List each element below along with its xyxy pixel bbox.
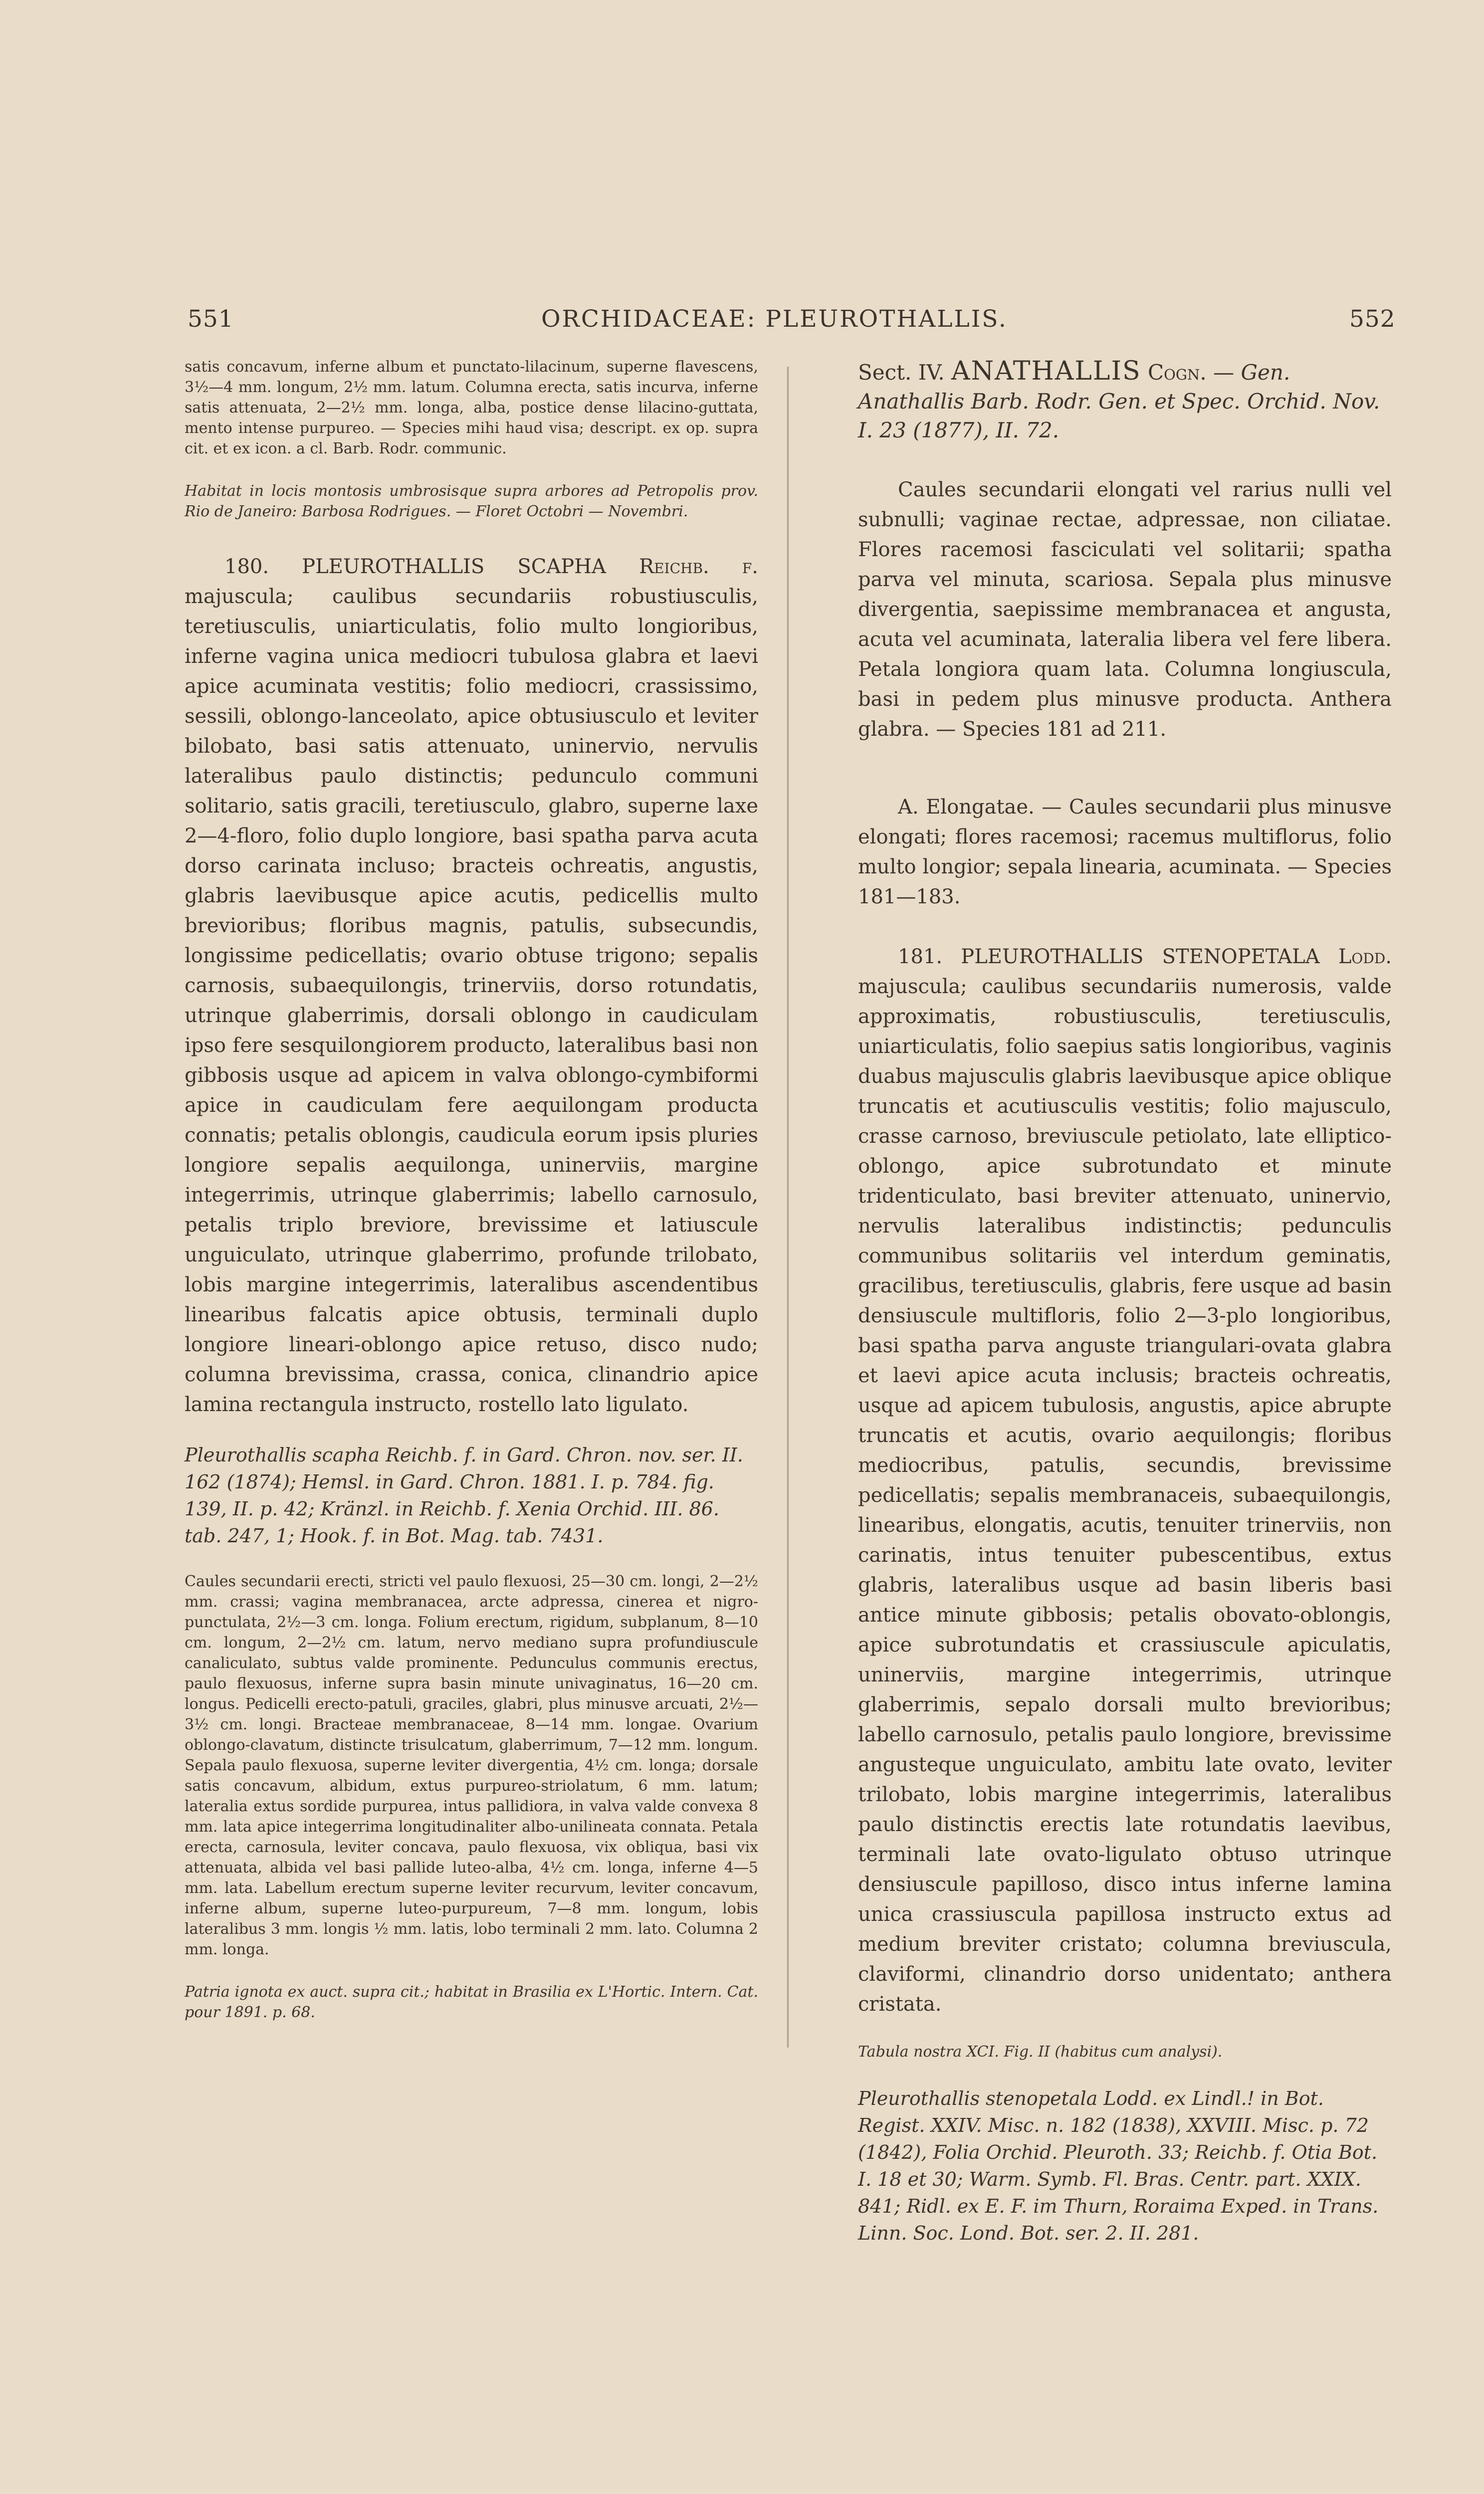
species-180-author: Reichb. f.	[639, 555, 758, 578]
section-description: Caules secundarii elongati vel rarius nulli vel subnulli; vaginae rectae, adpressae, non ciliatae. Flores racemosi fasciculati vel solitarii; spatha parva vel minuta, scariosa. Sepala plus minusve divergentia, saepissime membranacea et angusta, acuta vel acuminata, lateralia libera vel fere libera. Petala longiora quam lata. Columna longiuscula, basi in pedem plus minusve producta. Anthera glabra. — Species 181 ad 211.	[858, 478, 1392, 741]
species-181-text: majuscula; caulibus secundariis numerosis, valde approximatis, robustiusculis, teretiusculis, uniarticulatis, folio saepius satis longioribus, vaginis duabus majusculis glabris laevibusque apice oblique truncatis et acutiusculis vestitis; folio majusculo, crasse carnoso, breviuscule petiolato, late elliptico-oblongo, apice subrotundato et minute tridenticulato, basi breviter attenuato, uninervio, nervulis lateralibus indistinctis; pedunculis communibus solitariis vel interdum geminatis, gracilibus, teretiusculis, glabris, fere usque ad basin densiuscule multifloris, folio 2—3-plo longioribus, basi spatha parva anguste triangulari-ovata glabra et laevi apice acuta inclusis; bracteis ochreatis, usque ad apicem tubulosis, angustis, apice abrupte truncatis et acutis, ovario aequilongis; floribus mediocribus, patulis, secundis, brevissime pedicellatis; sepalis membranaceis, subaequilongis, linearibus, elongatis, acutis, tenuiter trinerviis, non carinatis, intus tenuiter pubescentibus, extus glabris, lateralibus usque ad basin liberis basi antice minute gibbosis; petalis obovato-oblongis, apice subrotundatis et crassiuscule apiculatis, uninerviis, margine integerrimis, utrinque glaberrimis, sepalo dorsali multo brevioribus; labello carnosulo, petalis paulo longiore, brevissime angusteque unguiculato, ambitu late ovato, leviter trilobato, lobis margine integerrimis, lateralibus paulo distinctis erectis late rotundatis laevibus, terminali late ovato-ligulato obtuso utrinque densiuscule papilloso, disco intus inferne lamina unica crassiuscula papillosa instructo extus ad medium breviter cristato; columna breviuscula, claviformi, clinandrio dorso unidentato; anthera cristata.	[858, 975, 1392, 2016]
plate-reference: Tabula nostra XCI. Fig. II (habitus cum analysi).	[858, 2043, 1223, 2061]
species-180-name: 180. PLEUROTHALLIS SCAPHA	[224, 555, 606, 578]
subsection-elongatae: A. Elongatae. — Caules secundarii plus minusve elongati; flores racemosi; racemus multiflorus, folio multo longior; sepala linearia, acuminata. — Species 181—183.	[858, 796, 1392, 908]
species-181-citation: Pleurothallis stenopetala Lodd. ex Lindl.! in Bot. Regist. XXIV. Misc. n. 182 (1838), XXVIII. Misc. p. 72 (1842), Folia Orchid. Pleuroth. 33; Reichb. f. Otia Bot. I. 18 et 30; Warm. Symb. Fl. Bras. Centr. part. XXIX. 841; Ridl. ex E. F. im Thurn, Roraima Exped. in Trans. Linn. Soc. Lond. Bot. ser. 2. II. 281.	[858, 2087, 1379, 2244]
page-number-left: 551	[188, 305, 234, 333]
species-180-notes: Caules secundarii erecti, stricti vel paulo flexuosi, 25—30 cm. longi, 2—2½ mm. crassi; vagina membranacea, arcte adpressa, cinerea et nigro-punctulata, 2½—3 cm. longa. Folium erectum, rigidum, subplanum, 8—10 cm. longum, 2—2½ cm. latum, nervo mediano supra profundiuscule canaliculato, subtus valde prominente. Pedunculus communis erectus, paulo flexuosus, inferne supra basin minute univaginatus, 16—20 cm. longus. Pedicelli erecto-patuli, graciles, glabri, plus minusve arcuati, 2½—3½ cm. longi. Bracteae membranaceae, 8—14 mm. longae. Ovarium oblongo-clavatum, distincte trisulcatum, glaberrimum, 7—12 mm. longum. Sepala paulo flexuosa, superne leviter divergentia, 4½ cm. longa; dorsale satis concavum, albidum, extus purpureo-striolatum, 6 mm. latum; lateralia extus sordide purpurea, intus pallidiora, in valva valde convexa 8 mm. lata apice integerrima longitudinaliter albo-unilineata connata. Petala erecta, carnosula, leviter concava, paulo flexuosa, vix obliqua, basi vix attenuata, albida vel basi pallide luteo-alba, 4½ cm. longa, inferne 4—5 mm. lata. Labellum erectum superne leviter recurvum, leviter concavum, inferne album, superne luteo-purpureum, 7—8 mm. longum, lobis lateralibus 3 mm. longis ½ mm. latis, lobo terminali 2 mm. lato. Columna 2 mm. longa.	[185, 1573, 758, 1958]
section-label: Sect. IV.	[858, 360, 945, 385]
running-title: ORCHIDACEAE: PLEUROTHALLIS.	[541, 305, 1008, 333]
habitat-179: Habitat in locis montosis umbrosisque supra arbores ad Petropolis prov. Rio de Janeiro: Barbosa Rodrigues. — Floret Octobri — Novembri.	[185, 482, 758, 520]
page-number-right: 552	[1349, 305, 1396, 333]
species-180-citation: Pleurothallis scapha Reichb. f. in Gard. Chron. nov. ser. II. 162 (1874); Hemsl. in Gard. Chron. 1881. I. p. 784. fig. 139, II. p. 42; Kränzl. in Reichb. f. Xenia Orchid. III. 86. tab. 247, 1; Hook. f. in Bot. Mag. tab. 7431.	[185, 1444, 743, 1547]
species-181-name: 181. PLEUROTHALLIS STENOPETALA	[898, 945, 1320, 968]
species-181-description	[858, 942, 1392, 2019]
continued-description: satis concavum, inferne album et punctato-lilacinum, superne flavescens, 3½—4 mm. longum, 2½ mm. latum. Columna erecta, satis incurva, inferne satis attenuata, 2—2½ mm. longa, alba, postice dense lilacino-guttata, mento intense purpureo. — Species mihi haud visa; descript. ex op. supra cit. et ex icon. a cl. Barb. Rodr. communic.	[185, 358, 758, 457]
section-author: Cogn.	[1147, 360, 1207, 385]
right-column	[858, 357, 1392, 2247]
left-column	[185, 357, 758, 2023]
section-reference: — Gen. Anathallis Barb. Rodr. Gen. et Spec. Orchid. Nov. I. 23 (1877), II. 72.	[858, 360, 1380, 442]
species-180-text: majuscula; caulibus secundariis robustiusculis, teretiusculis, uniarticulatis, folio multo longioribus, inferne vagina unica mediocri tubulosa glabra et laevi apice acuminata vestitis; folio mediocri, crassissimo, sessili, oblongo-lanceolato, apice obtusiusculo et leviter bilobato, basi satis attenuato, uninervio, nervulis lateralibus paulo distinctis; pedunculo communi solitario, satis gracili, teretiusculo, glabro, superne laxe 2—4-floro, folio duplo longiore, basi spatha parva acuta dorso carinata inclusо; bracteis ochreatis, angustis, glabris laevibusque apice acutis, pedicellis multo brevioribus; floribus magnis, patulis, subsecundis, longissime pedicellatis; ovario obtuse trigono; sepalis carnosis, subaequilongis, trinerviis, dorso rotundatis, utrinque glaberrimis, dorsali oblongo in caudiculam ipso fere sesquilongiorem producto, lateralibus basi non gibbosis usque ad apicem in valva oblongo-cymbiformi apice in caudiculam fere aequilongam producta connatis; petalis oblongis, caudicula eorum ipsis pluries longiore sepalis aequilonga, uninerviis, margine integerrimis, utrinque glaberrimis; labello carnosulo, petalis triplo breviore, brevissime et latiuscule unguiculato, utrinque glaberrimo, profunde trilobato, lobis margine integerrimis, lateralibus ascendentibus linearibus falcatis apice obtusis, terminali duplo longiore lineari-oblongo apice retuso, disco nudo; columna brevissima, crassa, conica, clinandrio apice lamina rectangula instructo, rostello lato ligulato.	[185, 585, 758, 1416]
species-180-patria: Patria ignota ex auct. supra cit.; habitat in Brasilia ex L'Hortic. Intern. Cat. pour 1891. p. 68.	[185, 1983, 758, 2021]
species-180-description	[185, 552, 758, 1420]
species-181-author: Lodd.	[1338, 945, 1392, 968]
section-name: ANATHALLIS	[951, 356, 1141, 386]
section-heading	[858, 357, 1392, 445]
column-divider	[787, 367, 789, 2048]
